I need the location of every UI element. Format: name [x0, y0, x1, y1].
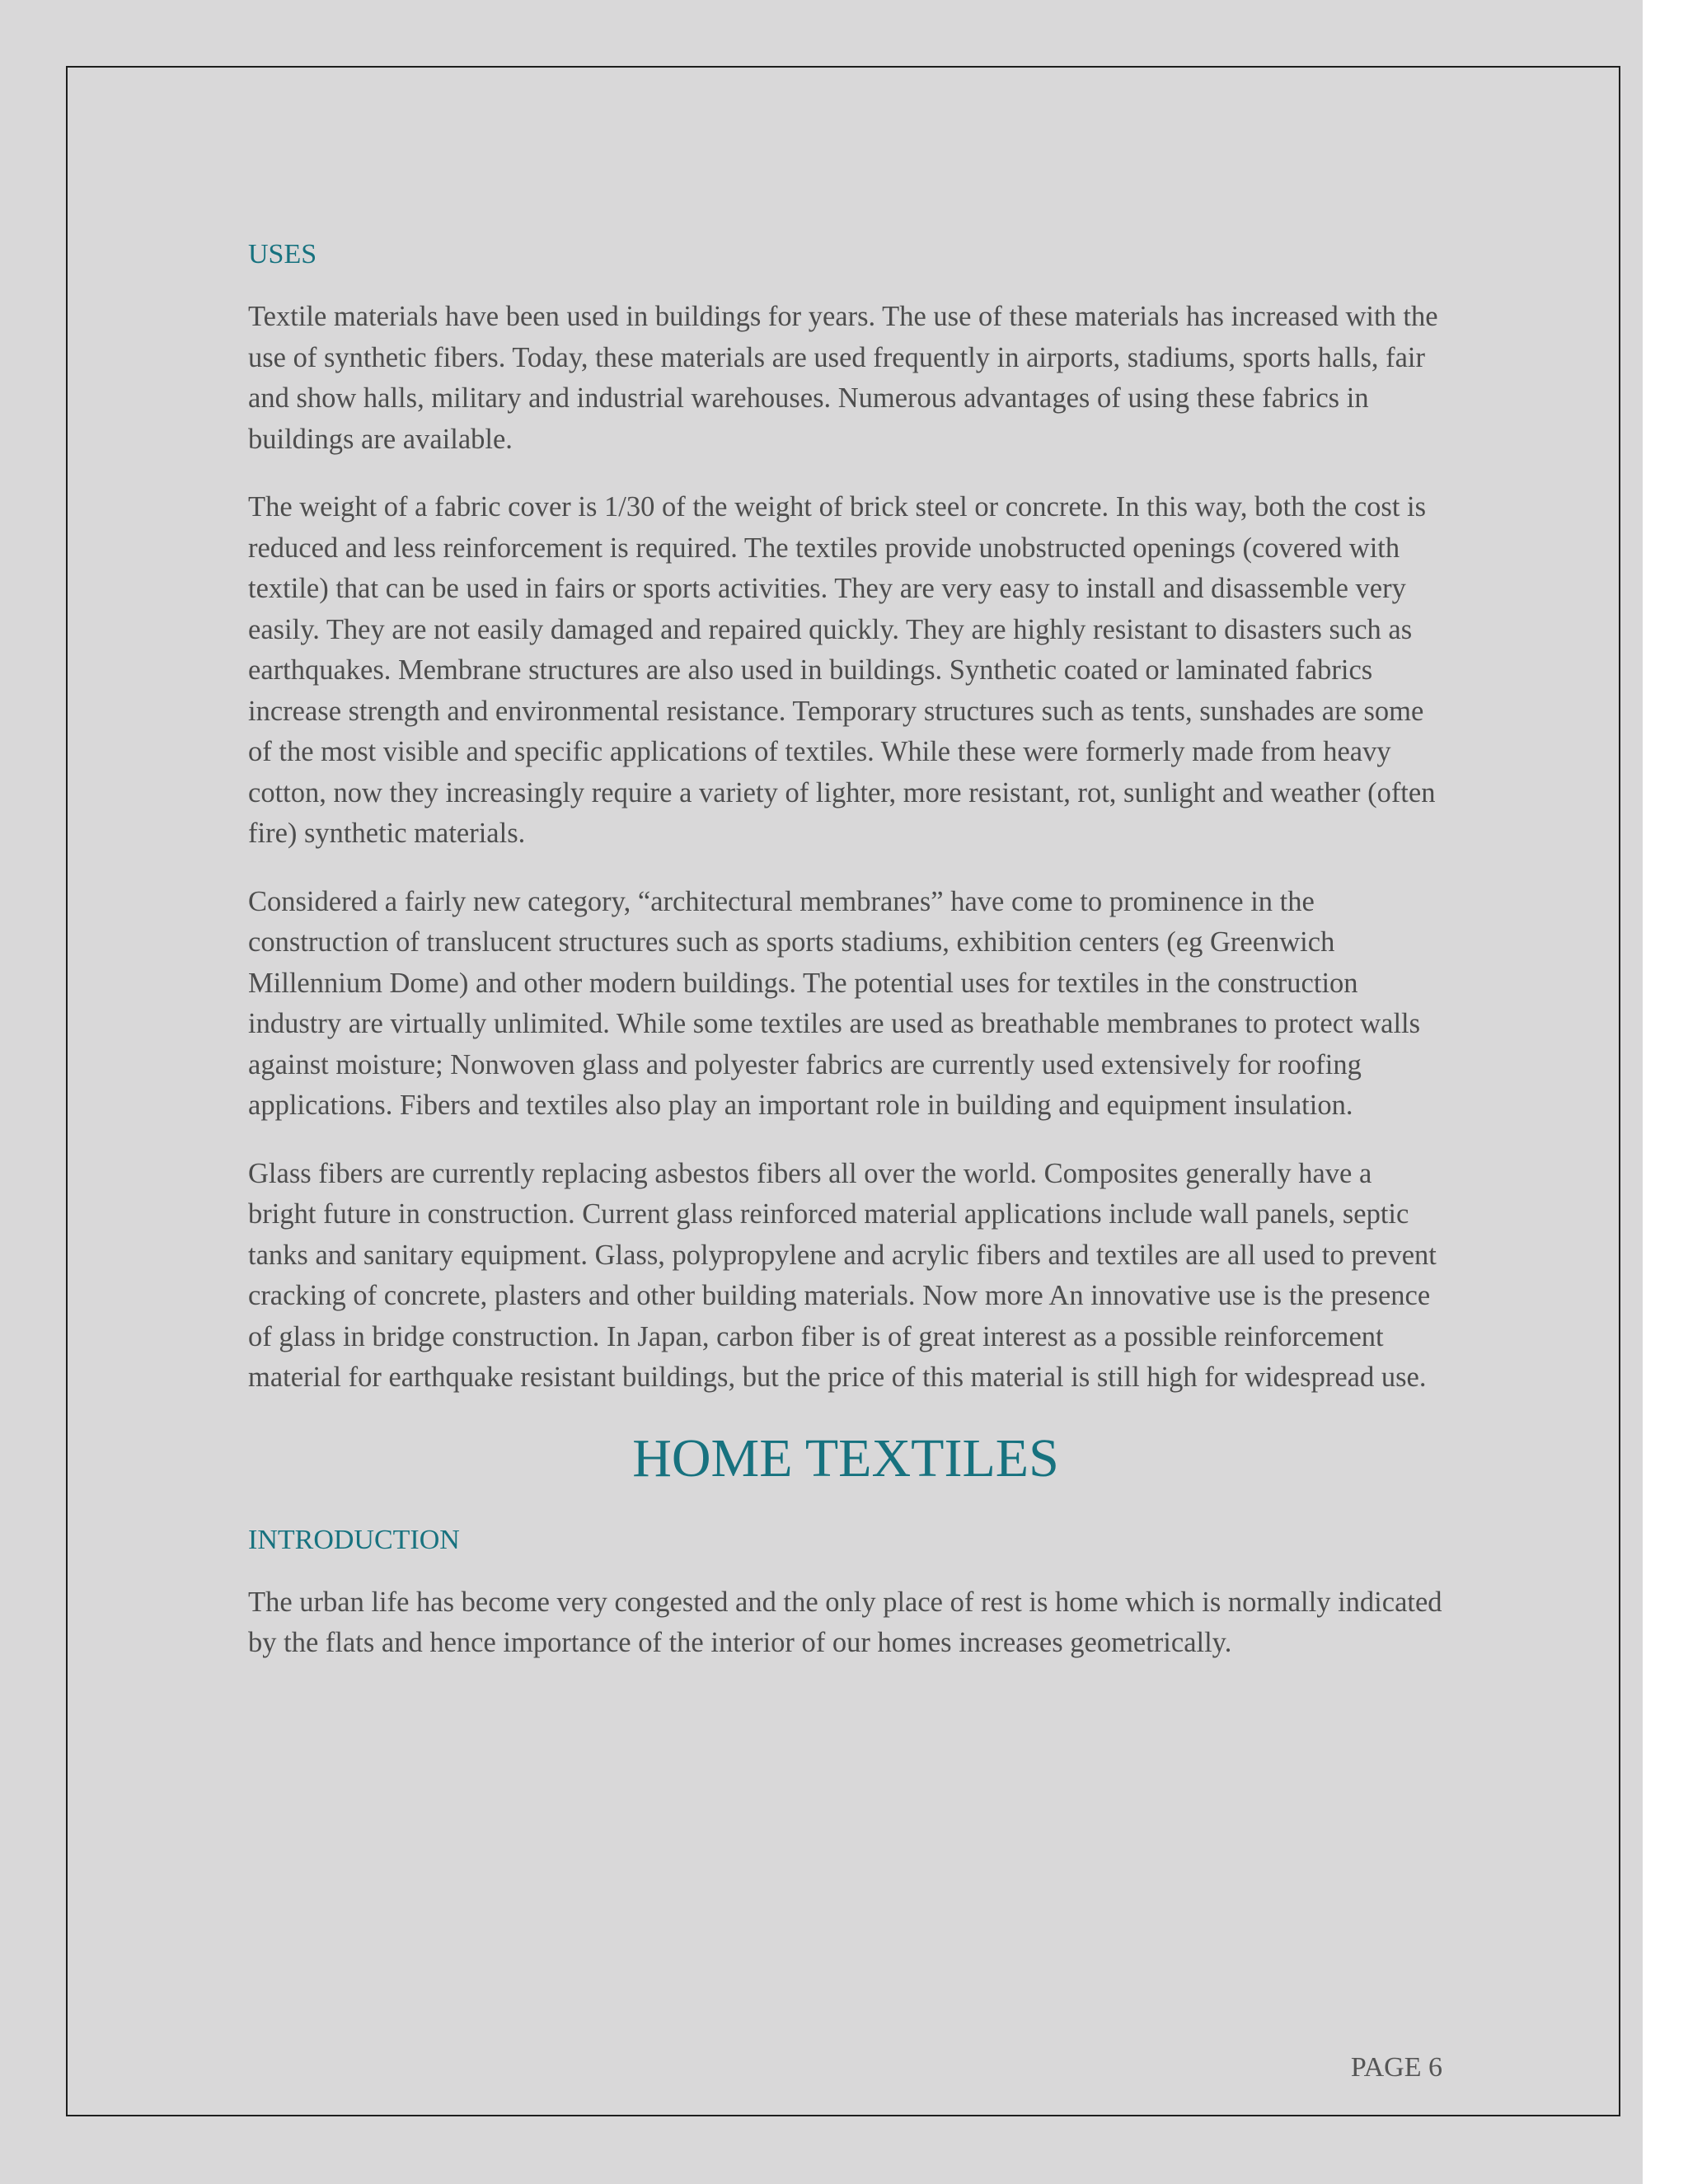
uses-paragraph-1: Textile materials have been used in buildings for years. The use of these materials has increased with the use of synthetic fibers. Today, these materials are used frequently in airports, stadiums, sports halls, fair and show halls, military and industrial warehouses. Numerous advantages of using these fabrics in buildings are available.	[248, 301, 1438, 455]
uses-paragraph-3: Considered a fairly new category, “architectural membranes” have come to prominence in the construction of translucent structures such as sports stadiums, exhibition centers (eg Greenwich Millennium Dome) and other modern buildings. The potential uses for textiles in the construction industry are virtually unlimited. While some textiles are used as breathable membranes to protect walls against moisture; Nonwoven glass and polyester fabrics are currently used extensively for roofing applications. Fibers and textiles also play an important role in building and equipment insulation.	[248, 885, 1421, 1121]
uses-heading: USES	[248, 239, 317, 269]
introduction-heading: INTRODUCTION	[248, 1524, 460, 1555]
uses-paragraph-2: The weight of a fabric cover is 1/30 of the weight of brick steel or concrete. In this way, both the cost is reduced and less reinforcement is required. The textiles provide unobstructed openings (covered with textile) that can be used in fairs or sports activities. They are very easy to install and disassemble very easily. They are not easily damaged and repaired quickly. They are highly resistant to disasters such as earthquakes. Membrane structures are also used in buildings. Synthetic coated or laminated fabrics increase strength and environmental resistance. Temporary structures such as tents, sunshades are some of the most visible and specific applications of textiles. While these were formerly made from heavy cotton, now they increasingly require a variety of lighter, more resistant, rot, sunlight and weather (often fire) synthetic materials.	[248, 491, 1436, 849]
home-textiles-title: HOME TEXTILES	[632, 1427, 1059, 1488]
uses-paragraph-4: Glass fibers are currently replacing asbestos fibers all over the world. Composites generally have a bright future in construction. Current glass reinforced material applications include wall panels, septic tanks and sanitary equipment. Glass, polypropylene and acrylic fibers and textiles are all used to prevent cracking of concrete, plasters and other building materials. Now more An innovative use is the presence of glass in bridge construction. In Japan, carbon fiber is of great interest as a possible reinforcement material for earthquake resistant buildings, but the price of this material is still high for widespread use.	[248, 1157, 1437, 1393]
page-number: PAGE 6	[1350, 2052, 1442, 2083]
introduction-paragraph: The urban life has become very congested and the only place of rest is home which is normally indicated by the flats and hence importance of the interior of our homes increases geometrically.	[248, 1586, 1442, 1658]
page-content	[248, 234, 1443, 1664]
